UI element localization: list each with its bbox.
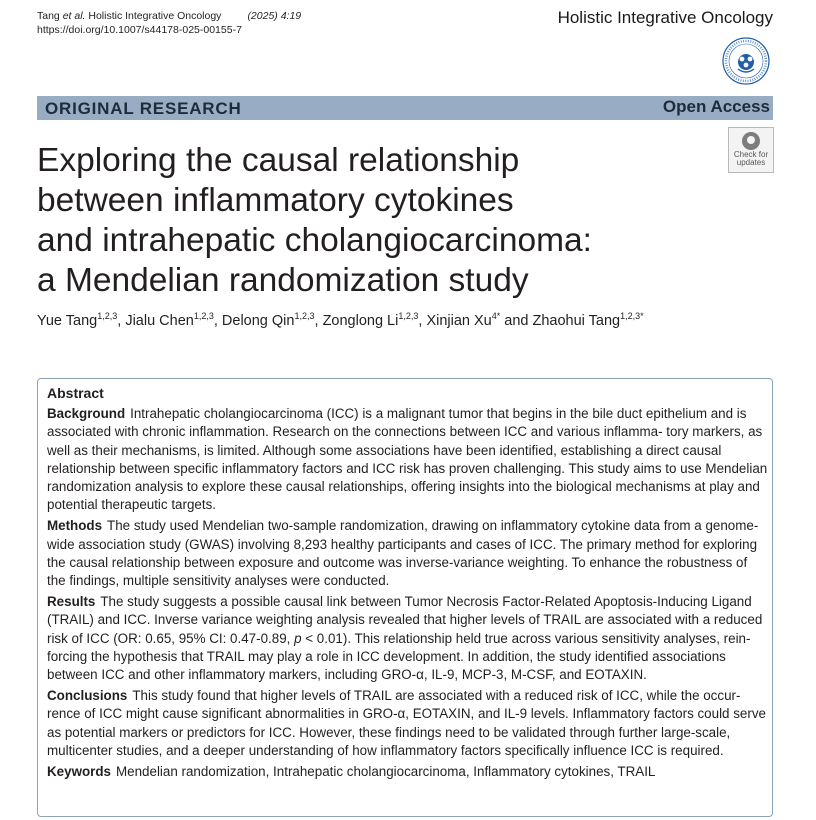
keywords-label: Keywords xyxy=(47,764,111,780)
check-for-updates-button[interactable] xyxy=(728,127,774,173)
author-affil: 1,2,3 xyxy=(97,311,118,321)
author-affil: 4* xyxy=(491,311,501,321)
conclusions-text: This study found that higher levels of TRAIL are associated with a reduced risk of ICC, while the occur- rence of ICC might cause significant abnormalities in GRO-α, EOTAXIN, and IL-9 levels. Inflammatory factors could serve as potential markers or predictors for ICC. However, these findings need to be validated through further large-scale, multicenter studies, and a deeper understanding of how inflammatory factors specifically influence ICC is required. xyxy=(47,688,766,758)
article-type-label: ORIGINAL RESEARCH xyxy=(45,99,242,118)
title-line: and intrahepatic cholangiocarcinoma: xyxy=(37,222,592,259)
author-name[interactable]: Yue Tang xyxy=(37,312,98,329)
author-name[interactable]: Xinjian Xu xyxy=(426,312,492,329)
author-affil: 1,2,3* xyxy=(620,311,644,321)
keywords-text: Mendelian randomization, Intrahepatic cholangiocarcinoma, Inflammatory cytokines, TRAIL xyxy=(116,764,656,780)
author-name[interactable]: Zhaohui Tang xyxy=(532,312,621,329)
journal-name[interactable]: Holistic Integrative Oncology xyxy=(557,8,773,27)
background-text: Intrahepatic cholangiocarcinoma (ICC) is a malignant tumor that begins in the bile duct epithelium and is associated with chronic inflammation. Research on the connections between ICC and various inflamma- tory markers, as well as their mechanisms, is limited. Although some associations have been identified, establishing a direct causal relationship between specific inflammatory factors and ICC risk has proven challenging. This study aims to use Mendelian randomization analysis to explore these causal relationships, offering insights into the biological mechanisms at play and potential therapeutic targets. xyxy=(47,406,768,513)
citation-etal: et al. xyxy=(62,10,86,22)
citation-year: (2025) 4:19 xyxy=(247,10,302,22)
results-text: The study suggests a possible causal link between Tumor Necrosis Factor-Related Apoptosis-Inducing Ligand (TRAIL) and ICC. Inverse variance weighting analysis revealed that higher levels of TRAIL are associated with a reduced risk of ICC (OR: 0.65, 95% CI: 0.47-0.89, xyxy=(47,594,763,646)
citation-author: Tang xyxy=(37,10,63,22)
author-affil: 1,2,3 xyxy=(398,311,419,321)
methods-text: The study used Mendelian two-sample randomization, drawing on inflammatory cytokine data from a genome-wide association study (GWAS) involving 8,293 healthy participants and cases of ICC. The primary method for exploring the causal relationship between exposure and outcome was inverse-variance weighting. To enhance the robustness of the findings, multiple sensitivity analyses were conducted. xyxy=(47,518,759,589)
abstract-background xyxy=(47,405,769,514)
abstract-results xyxy=(47,593,769,684)
abstract-conclusions xyxy=(47,687,769,760)
results-text-cont: < 0.01). This relationship held true across various sensitivity analyses, rein- forcing the hypothesis that TRAIL may play a role in ICC development. In addition, the study identified associations between ICC and other inflammatory markers, including GRO-α, IL-9, MCP-3, M-CSF, and EOTAXIN. xyxy=(47,630,751,683)
article-type-banner xyxy=(37,96,773,120)
check-updates-text: Check for updates xyxy=(733,150,769,167)
journal-seal-icon xyxy=(722,37,770,85)
conclusions-label: Conclusions xyxy=(47,688,128,704)
abstract-methods xyxy=(47,517,769,590)
author-list: Yue Tang$^{1,2,3}$, Jialu Chen$^{1,2,3}$, Delong Qin$^{1,2,3}$, Zonglong Li$^{1,2,3}$, Xinjian $Xu^{4*}$ and Zhaohui Tang$^{1,2,3*}$ xyxy=(37,311,644,329)
citation-journal: Holistic Integrative Oncology xyxy=(85,10,222,22)
doi-link[interactable]: https://doi.org/10.1007/s44178-025-00155-7 xyxy=(37,24,242,36)
open-access-label[interactable]: Open Access xyxy=(662,97,770,116)
abstract-keywords xyxy=(47,763,769,781)
abstract-heading: Abstract xyxy=(47,385,104,401)
author-name[interactable]: Jialu Chen xyxy=(125,312,194,329)
author-affil: 1,2,3 xyxy=(294,311,315,321)
author-name[interactable]: Zonglong Li xyxy=(322,312,399,329)
results-label: Results xyxy=(47,594,96,610)
p-value-symbol: p xyxy=(294,630,302,646)
check-updates-icon xyxy=(742,132,760,150)
title-line: a Mendelian randomization study xyxy=(37,262,529,299)
abstract-box xyxy=(37,378,773,817)
methods-label: Methods xyxy=(47,518,103,534)
title-line: Exploring the causal relationship xyxy=(37,142,520,179)
article-title xyxy=(37,141,717,301)
background-label: Background xyxy=(47,406,126,422)
title-line: between inflammatory cytokines xyxy=(37,182,514,219)
author-name[interactable]: Delong Qin xyxy=(221,312,295,329)
author-affil: 1,2,3 xyxy=(193,311,214,321)
citation-line xyxy=(37,9,301,37)
